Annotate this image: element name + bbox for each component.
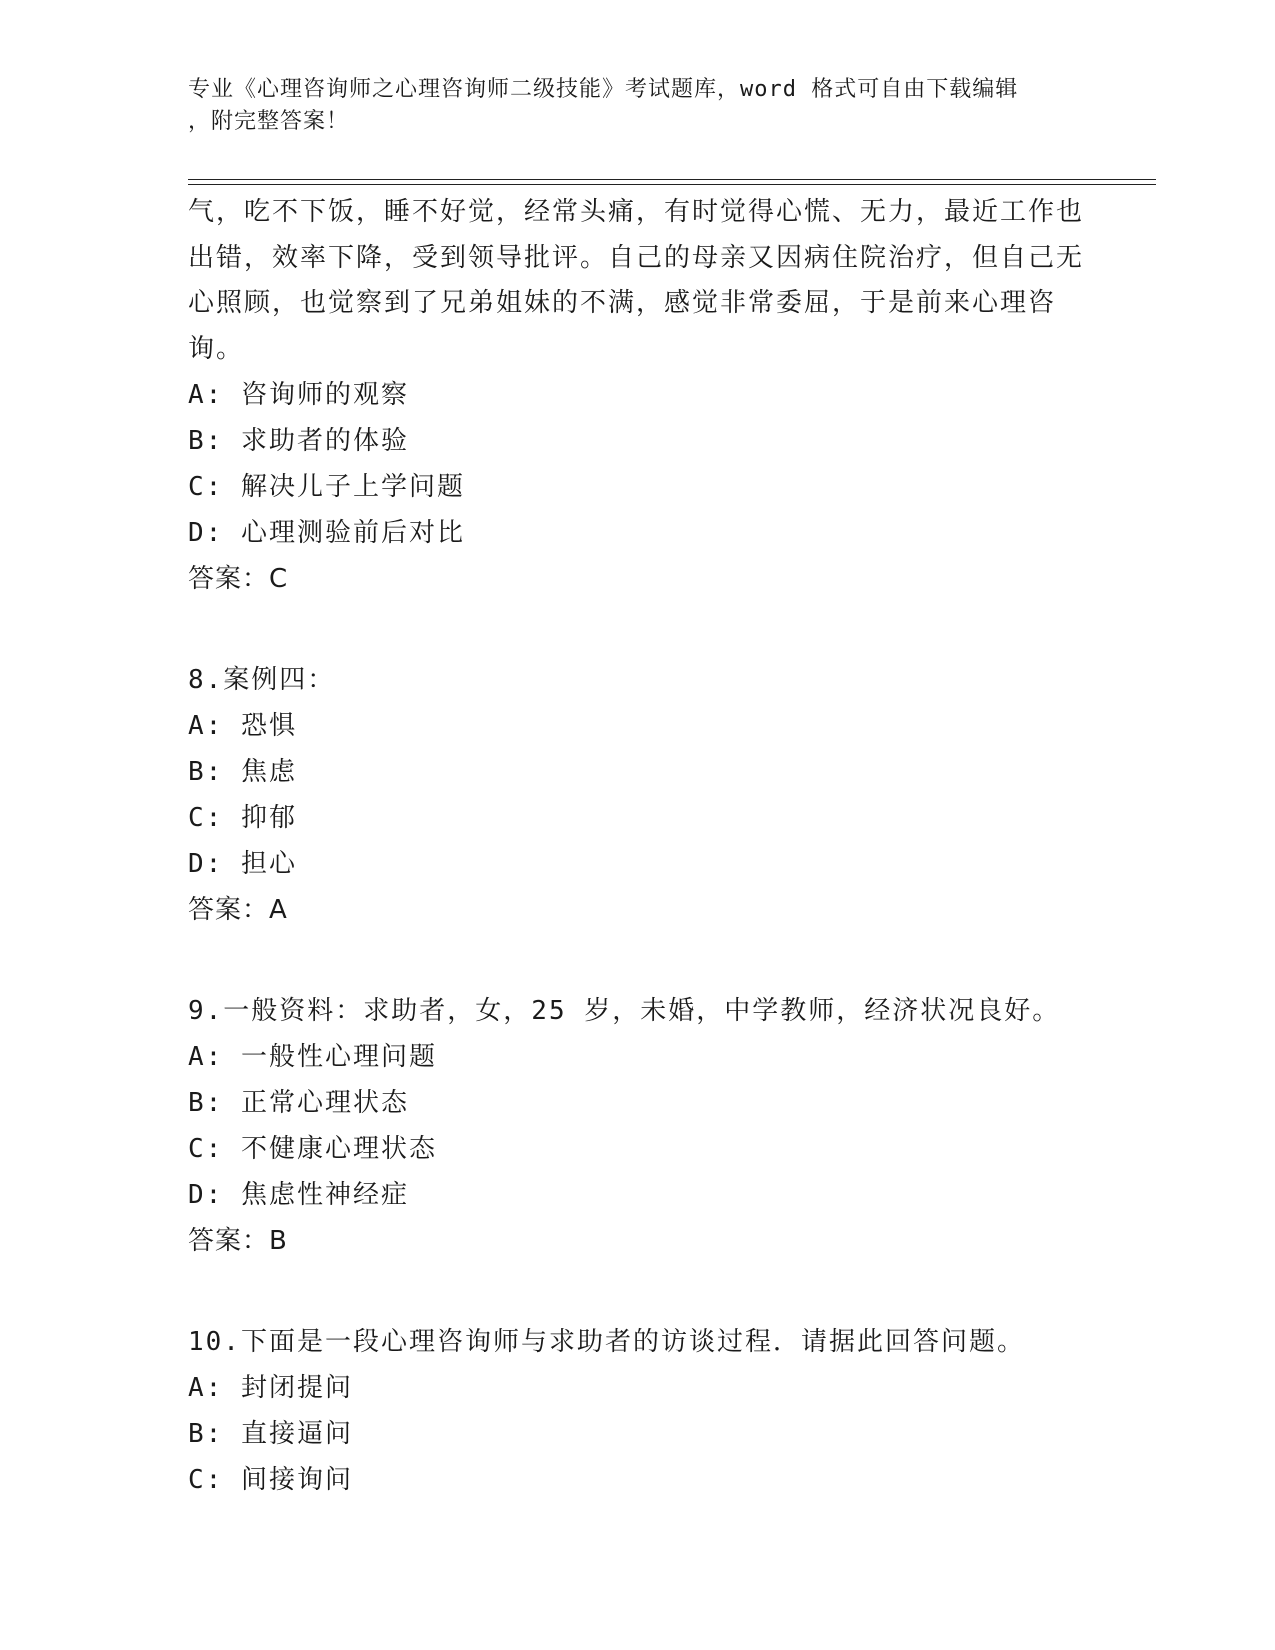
question-stem: 9.一般资料：求助者，女，25 岁，未婚，中学教师，经济状况良好。 [188,996,1061,1026]
question-8 [188,657,1088,933]
option-d: D: 心理测验前后对比 [188,518,465,548]
question-stem: 8.案例四： [188,665,336,695]
option-a: A: 咨询师的观察 [188,380,409,410]
answer-line: 答案：C [188,564,289,594]
option-b: B: 求助者的体验 [188,426,409,456]
header-line-1: 专业《心理咨询师之心理咨询师二级技能》考试题库，word 格式可自由下载编辑 [188,77,1019,102]
header-divider-top [188,179,1156,180]
option-c: C: 间接询问 [188,1465,353,1495]
option-c: C: 不健康心理状态 [188,1134,437,1164]
header-divider-bottom [188,184,1156,185]
option-a: A: 恐惧 [188,711,297,741]
spacer [188,1264,1088,1319]
option-a: A: 封闭提问 [188,1373,353,1403]
answer-line: 答案：A [188,895,288,925]
question-10 [188,1319,1088,1503]
option-c: C: 解决儿子上学问题 [188,472,465,502]
option-b: B: 正常心理状态 [188,1088,409,1118]
question-list [188,190,1088,1503]
spacer [188,933,1088,988]
question-stem: 10.下面是一段心理咨询师与求助者的访谈过程．请据此回答问题。 [188,1327,1025,1357]
question-9 [188,988,1088,1264]
question-stem: 气，吃不下饭，睡不好觉，经常头痛，有时觉得心慌、无力，最近工作也出错，效率下降，受到领导批评。自己的母亲又因病住院治疗，但自己无心照顾，也觉察到了兄弟姐妹的不满，感觉非常委屈，于是前来心理咨询。 [188,197,1085,364]
question-7 [188,190,1088,602]
option-a: A: 一般性心理问题 [188,1042,437,1072]
option-c: C: 抑郁 [188,803,297,833]
document-header [188,74,1068,138]
spacer [188,602,1088,657]
option-b: B: 直接逼问 [188,1419,353,1449]
answer-line: 答案：B [188,1226,288,1256]
option-d: D: 焦虑性神经症 [188,1180,409,1210]
option-b: B: 焦虑 [188,757,297,787]
header-line-2: ，附完整答案！ [188,109,350,134]
option-d: D: 担心 [188,849,297,879]
